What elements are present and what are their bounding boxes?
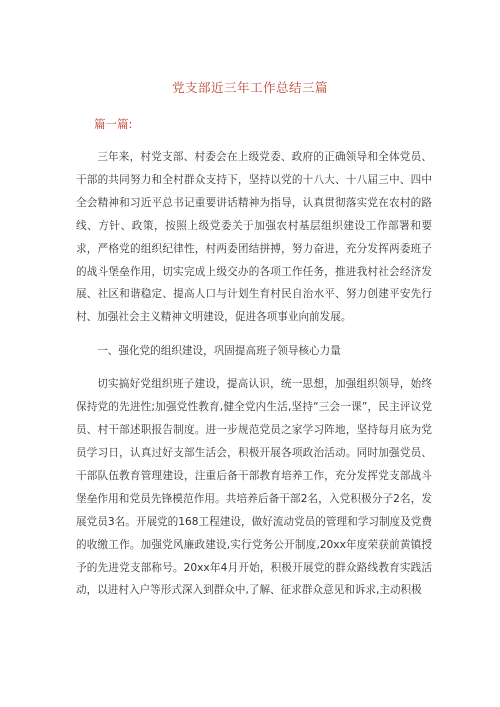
document-title: 党支部近三年工作总结三篇 [171,80,328,95]
section-label: 篇一篇: [94,117,133,131]
section-heading-1: 一、强化党的组织建设，巩固提高班子领导核心力量 [97,345,341,358]
paragraph-organization: 切实搞好党组织班子建设，提高认识，统一思想，加强组织领导，始终保持党的先进性;加强党性教育,健全党内生活,坚持“三会一课”，民主评议党员、村干部述职报告制度。进一步规范党员之家学习阵地，坚持每月底为党员学习日，认真过好支部生活会，积极开展各项政治活动。同时加强党员、干部队伍教育管理建设，注重后备干部教育培养工作，充分发挥党支部战斗堡垒作用和党员先锋模范作用。共培养后备干部2名，入党积极分子2名，发展党员3名。开展党的168工程建设，做好流动党员的管理和学习制度及党费的收缴工作。加强党风廉政建设,实行党务公开制度,20xx年度荣获前黄镇授予的先进党支部称号。20xx年4月开始，积极开展党的群众路线教育实践活动，以进村入户等形式深入到群众中,了解、征求群众意见和诉求,主动积极 [76,378,432,597]
document-body [76,146,432,602]
paragraph-intro: 三年来，村党支部、村委会在上级党委、政府的正确领导和全体党员、干部的共同努力和全村群众支持下，坚持以党的十八大、十八届三中、四中全会精神和习近平总书记重要讲话精神为指导，认真贯彻落实党在农村的路线、方针、政策，按照上级党委关于加强农村基层组织建设工作部署和要求，严格党的组织纪律性，村两委团结拼搏，努力奋进，充分发挥两委班子的战斗堡垒作用，切实完成上级交办的各项工作任务，推进我村社会经济发展、社区和谐稳定、提高人口与计划生育村民自治水平、努力创建平安先行村、加强社会主义精神文明建设，促进各项事业向前发展。 [76,151,432,324]
